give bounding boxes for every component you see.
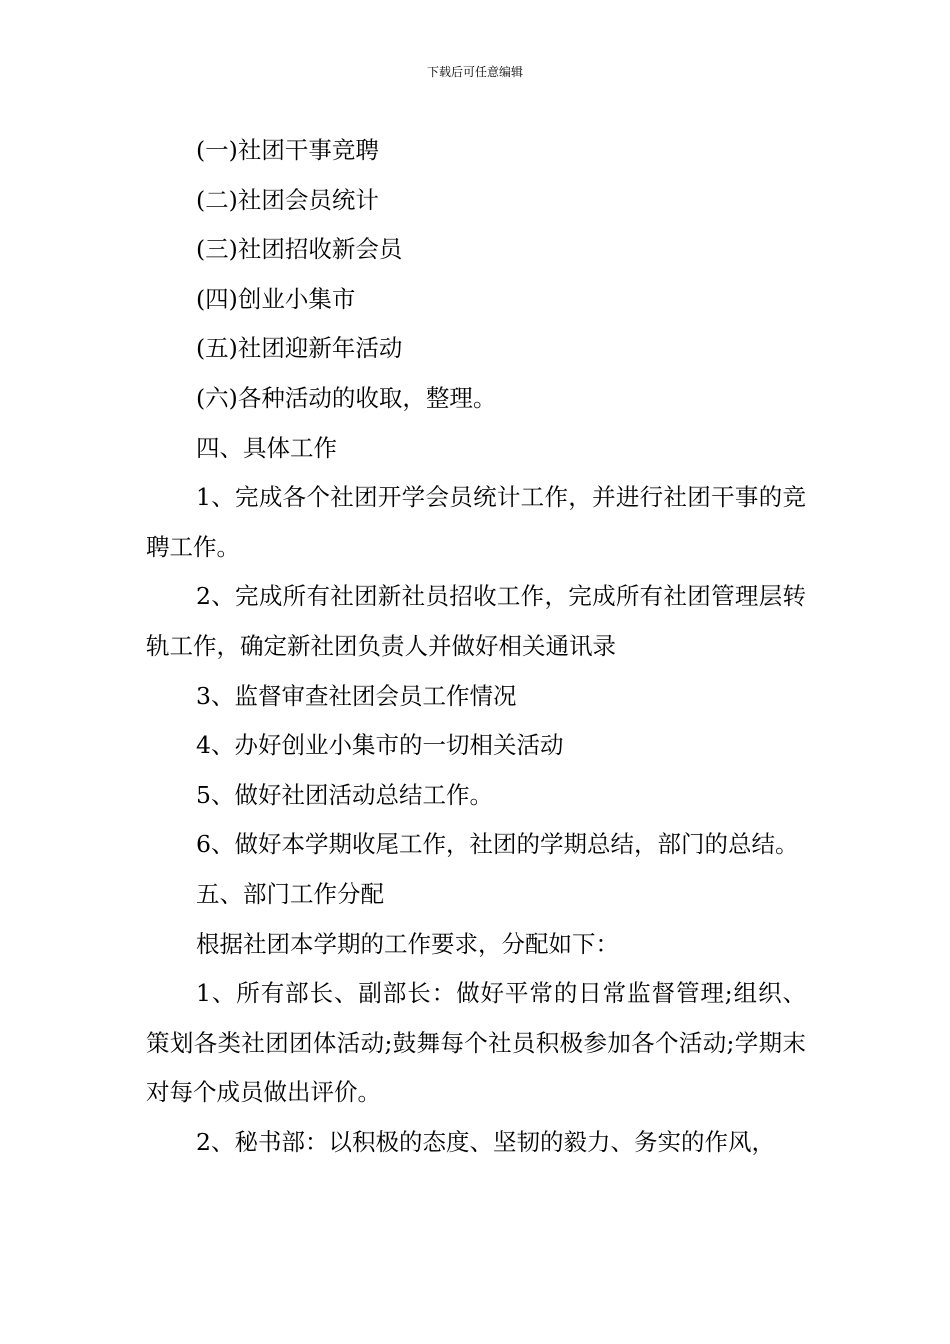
- paragraph: (二)社团会员统计: [196, 185, 379, 214]
- paragraph: (三)社团招收新会员: [196, 235, 403, 264]
- paragraph: 3、监督审查社团会员工作情况: [196, 681, 517, 710]
- paragraph: 1、所有部长、副部长：做好平常的日常监督管理;组织、策划各类社团团体活动;鼓舞每个社员积极参加各个活动;学期末对每个成员做出评价。: [146, 979, 806, 1107]
- paragraph: 6、做好本学期收尾工作，社团的学期总结，部门的总结。: [196, 830, 799, 859]
- section-heading: 四、具体工作: [196, 433, 337, 462]
- paragraph: 2、完成所有社团新社员招收工作，完成所有社团管理层转轨工作，确定新社团负责人并做好相关通讯录: [146, 582, 806, 660]
- header-note: 下载后可任意编辑: [426, 65, 523, 79]
- paragraph: 根据社团本学期的工作要求，分配如下：: [196, 929, 619, 958]
- paragraph: 1、完成各个社团开学会员统计工作，并进行社团干事的竞聘工作。: [146, 483, 806, 561]
- paragraph: 4、办好创业小集市的一切相关活动: [196, 731, 564, 760]
- paragraph: 5、做好社团活动总结工作。: [196, 780, 493, 809]
- paragraph: (六)各种活动的收取，整理。: [196, 383, 497, 412]
- document-body: [146, 126, 806, 1167]
- paragraph: (四)创业小集市: [196, 284, 356, 313]
- paragraph: 2、秘书部：以积极的态度、坚韧的毅力、务实的作风，: [196, 1127, 775, 1156]
- paragraph: (一)社团干事竞聘: [196, 136, 379, 164]
- section-heading: 五、部门工作分配: [196, 879, 384, 908]
- paragraph: (五)社团迎新年活动: [196, 334, 403, 363]
